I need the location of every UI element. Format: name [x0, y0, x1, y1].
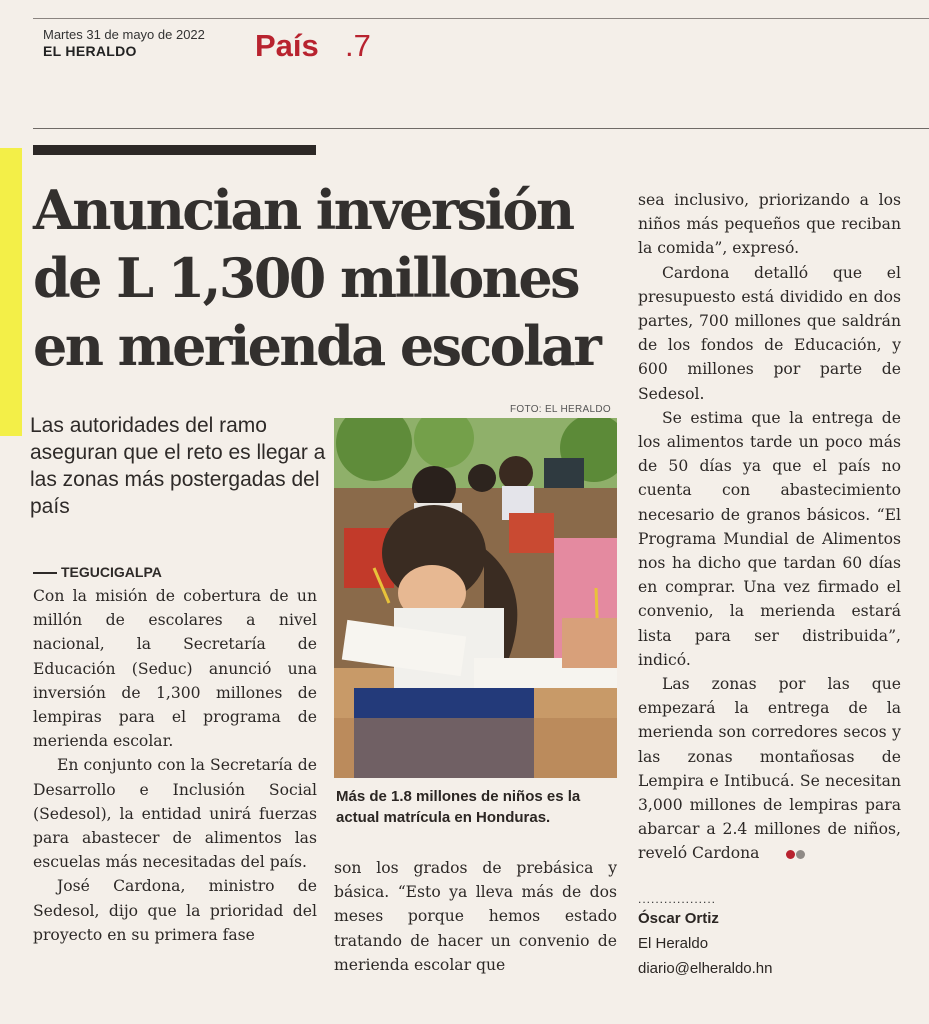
author-paper: El Heraldo: [638, 935, 709, 952]
page-number: .7: [345, 28, 371, 63]
article-column-2: [334, 856, 617, 977]
headline: [33, 176, 623, 380]
headline-bar: [33, 145, 316, 155]
paragraph: José Cardona, ministro de Sedesol, dijo que la prioridad del proyecto en su primera fase: [33, 877, 317, 944]
end-of-article-icon: [761, 841, 805, 865]
article-column-3: [638, 188, 901, 866]
photo-caption: Más de 1.8 millones de niños es la actual matrícula en Honduras.: [336, 788, 581, 826]
author-name: Óscar Ortiz: [638, 910, 719, 927]
paragraph: Cardona detalló que el presupuesto está dividido en dos partes, 700 millones que saldrán de los fondos de Educación, y 600 millones por parte de Sedesol.: [638, 263, 901, 403]
paragraph: sea inclusivo, priorizando a los niños más pequeños que reciban la comida”, expresó.: [638, 191, 901, 258]
paragraph: En conjunto con la Secretaría de Desarrollo e Inclusión Social (Sedesol), la entidad unirá fuerzas para abastecer de alimentos las escuelas más necesitadas del país.: [33, 756, 317, 872]
byline-separator: ..................: [638, 892, 717, 906]
dateline: [33, 564, 162, 580]
paragraph-final: [638, 672, 901, 866]
dateline-text: TEGUCIGALPA: [61, 564, 162, 580]
section-title: País: [255, 28, 319, 63]
dateline-dash: [33, 572, 57, 574]
subheadline: Las autoridades del ramo aseguran que el reto es llegar a las zonas más postergadas del país: [30, 414, 326, 518]
headline-line: Anuncian inversión: [33, 178, 573, 242]
classroom-illustration: [334, 418, 617, 778]
header-rule: [33, 128, 929, 129]
paragraph: Con la misión de cobertura de un millón de escolares a nivel nacional, la Secretaría de Educación (Seduc) anunció una inversión de 1,300 millones de lempiras para el programa de merienda escolar.: [33, 587, 317, 751]
paragraph-text: Las zonas por las que empezará la entrega de la merienda son corredores secos y las zonas montañosas de Lempira e Intibucá. Se necesitan 3,000 millones de lempiras para abarcar a 2.4 millones de niños, reveló Cardona: [638, 675, 901, 863]
issue-date: Martes 31 de mayo de 2022: [43, 27, 205, 42]
yellow-highlighter-mark: [0, 148, 22, 436]
top-rule: [33, 18, 929, 19]
author-email: diario@elheraldo.hn: [638, 960, 773, 977]
paragraph: Se estima que la entrega de los alimentos tarde un poco más de 50 días ya que el país no cuenta con abastecimiento necesario de granos básicos. “El Programa Mundial de Alimentos nos ha dicho que tardan 60 días en comprar. Una vez firmado el convenio, la merienda estará lista para ser distribuida”, indicó.: [638, 408, 901, 669]
headline-line: en merienda escolar: [33, 314, 600, 378]
headline-line: de L 1,300 millones: [33, 246, 578, 310]
newspaper-name: EL HERALDO: [43, 43, 137, 59]
paragraph: son los grados de prebásica y básica. “Esto ya lleva más de dos meses porque hemos estado tratando de hacer un convenio de merienda escolar que: [334, 859, 617, 974]
article-column-1: [33, 584, 317, 947]
classroom-photo: [334, 418, 617, 778]
photo-credit: FOTO: EL HERALDO: [510, 404, 611, 415]
